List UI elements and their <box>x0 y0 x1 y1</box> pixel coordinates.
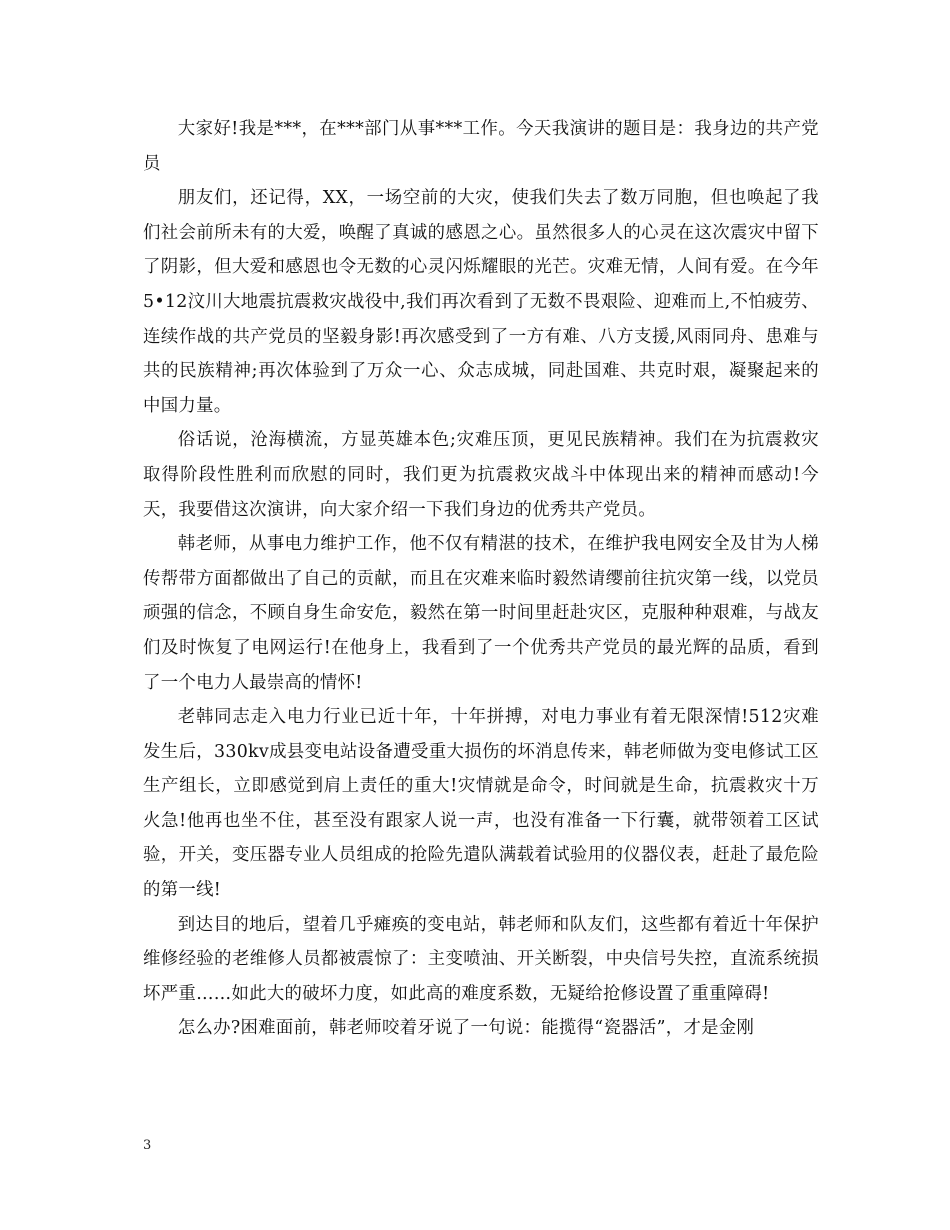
page-number: 3 <box>143 1138 152 1153</box>
paragraph-greeting: 大家好!我是***，在***部门从事***工作。今天我演讲的题目是：我身边的共产党员 <box>143 119 819 174</box>
document-body <box>143 112 819 1046</box>
paragraph-arrival: 到达目的地后，望着几乎瘫痪的变电站，韩老师和队友们，这些都有着近十年保护维修经验的老维修人员都被震惊了：主变喷油、开关断裂，中央信号失控，直流系统损坏严重……如此大的破坏力度，如此高的难度系数，无疑给抢修设置了重重障碍! <box>143 914 819 1004</box>
paragraph-proverb: 俗话说，沧海横流，方显英雄本色;灾难压顶，更见民族精神。我们在为抗震救灾取得阶段性胜利而欣慰的同时，我们更为抗震救灾战斗中体现出来的精神而感动!今天，我要借这次演讲，向大家介绍一下我们身边的优秀共产党员。 <box>143 430 819 520</box>
paragraph-difficulty: 怎么办?困难面前，韩老师咬着牙说了一句说：能揽得“瓷器活”，才是金刚 <box>177 1018 755 1039</box>
paragraph-teacher-han: 韩老师，从事电力维护工作，他不仅有精湛的技术，在维护我电网安全及甘为人梯传帮带方面都做出了自己的贡献，而且在灾难来临时毅然请缨前往抗灾第一线，以党员顽强的信念，不顾自身生命安危，毅然在第一时间里赶赴灾区，克服种种艰难，与战友们及时恢复了电网运行!在他身上，我看到了一个优秀共产党员的最光辉的品质，看到了一个电力人最崇高的情怀! <box>143 534 819 693</box>
paragraph-disaster: 朋友们，还记得，XX，一场空前的大灾，使我们失去了数万同胞，但也唤起了我们社会前所未有的大爱，唤醒了真诚的感恩之心。虽然很多人的心灵在这次震灾中留下了阴影，但大爱和感恩也令无数的心灵闪烁耀眼的光芒。灾难无情，人间有爱。在今年5•12汶川大地震抗震救灾战役中,我们再次看到了无数不畏艰险、迎难而上,不怕疲劳、连续作战的共产党员的坚毅身影!再次感受到了一方有难、八方支援,风雨同舟、患难与共的民族精神;再次体验到了万众一心、众志成城，同赴国难、共克时艰，凝聚起来的中国力量。 <box>143 188 819 416</box>
paragraph-old-han: 老韩同志走入电力行业已近十年，十年拼搏，对电力事业有着无限深情!512灾难发生后，330kv成县变电站设备遭受重大损伤的坏消息传来，韩老师做为变电修试工区生产组长，立即感觉到肩上责任的重大!灾情就是命令，时间就是生命，抗震救灾十万火急!他再也坐不住，甚至没有跟家人说一声，也没有准备一下行囊，就带领着工区试验，开关，变压器专业人员组成的抢险先遣队满载着试验用的仪器仪表，赶赴了最危险的第一线! <box>143 707 819 901</box>
